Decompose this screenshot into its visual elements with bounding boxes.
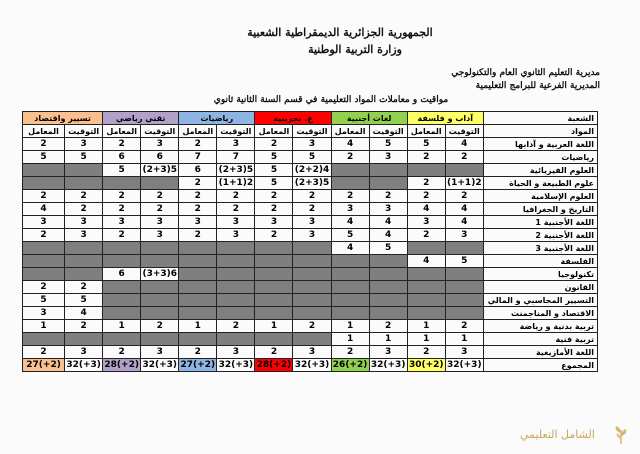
subject-cell: تربية فنية: [483, 333, 597, 346]
value-cell: [331, 268, 369, 281]
value-cell: [103, 294, 141, 307]
stream-header-cell: تقني رياضي: [103, 112, 179, 125]
table-row: [23, 216, 598, 229]
value-cell: 2: [103, 203, 141, 216]
value-cell: 2: [331, 346, 369, 359]
value-cell: 2: [141, 320, 179, 333]
value-cell: [255, 242, 293, 255]
value-cell: 2: [293, 190, 331, 203]
value-cell: [369, 294, 407, 307]
value-cell: 4(2+2): [294, 164, 330, 175]
coef-subheader-cell: المعامل: [179, 125, 217, 138]
subdirectorate-title: المديرية الفرعية للبرامج التعليمية: [475, 81, 600, 91]
value-cell: 2: [255, 138, 293, 151]
value-cell: 2: [179, 229, 217, 242]
value-cell: 3: [217, 229, 255, 242]
value-cell: 5: [293, 151, 331, 164]
value-cell: 2: [217, 203, 255, 216]
watermark-text: الشامل التعليمي: [520, 428, 595, 441]
branch-label-cell: الشعبة: [483, 112, 597, 125]
total-value-cell: 28(+2): [104, 359, 139, 370]
value-cell: 2: [217, 320, 255, 333]
table-row: [23, 294, 598, 307]
subject-cell: العلوم الإسلامية: [483, 190, 597, 203]
value-cell: [217, 268, 255, 281]
value-cell: 2: [103, 138, 141, 151]
value-cell: [103, 281, 141, 294]
value-cell: 2: [179, 177, 217, 190]
value-cell: [103, 333, 141, 346]
value-cell: 2: [65, 281, 103, 294]
hours-subheader-cell: التوقيت: [141, 125, 179, 138]
value-cell: 5: [445, 255, 483, 268]
stream-header-cell: تسيير واقتصاد: [23, 112, 103, 125]
value-cell: [445, 307, 483, 320]
table-row: [23, 281, 598, 294]
value-cell: [293, 294, 331, 307]
value-cell: 3: [293, 138, 331, 151]
value-cell: [141, 281, 179, 294]
stream-header-cell: ع. تجريبية: [255, 112, 331, 125]
value-cell: [255, 307, 293, 320]
value-cell: [293, 268, 331, 281]
value-cell: 2: [65, 190, 103, 203]
value-cell: [445, 164, 483, 177]
watermark-leaf-icon: [613, 424, 629, 444]
value-cell: [103, 307, 141, 320]
value-cell: [23, 242, 65, 255]
table-row: [23, 320, 598, 333]
value-cell: 3: [141, 216, 179, 229]
value-cell: 1: [331, 320, 369, 333]
value-cell: 3: [141, 138, 179, 151]
value-cell: [255, 268, 293, 281]
value-cell: 4: [445, 216, 483, 229]
schedule-table: [22, 111, 598, 372]
value-cell: [141, 307, 179, 320]
table-row: [23, 151, 598, 164]
value-cell: [179, 268, 217, 281]
value-cell: 3: [293, 229, 331, 242]
value-cell: 3: [141, 229, 179, 242]
value-cell: [331, 177, 369, 190]
hours-subheader-cell: التوقيت: [445, 125, 483, 138]
value-cell: 5: [65, 294, 103, 307]
value-cell: [293, 333, 331, 346]
value-cell: 2: [23, 346, 65, 359]
value-cell: [217, 281, 255, 294]
table-row: [23, 177, 598, 190]
value-cell: [23, 255, 65, 268]
value-cell: 2: [23, 281, 65, 294]
subject-cell: تربية بدنية و رياضة: [483, 320, 597, 333]
value-cell: 5: [255, 177, 293, 190]
header-row-streams: [23, 112, 598, 125]
value-cell: 2: [369, 320, 407, 333]
value-cell: [23, 164, 65, 177]
value-cell: 5: [255, 164, 293, 177]
value-cell: [331, 281, 369, 294]
value-cell: [65, 255, 103, 268]
value-cell: 3: [23, 216, 65, 229]
coef-subheader-cell: المعامل: [407, 125, 445, 138]
value-cell: 2: [179, 346, 217, 359]
value-cell: 5: [255, 151, 293, 164]
value-cell: [293, 281, 331, 294]
value-cell: 2: [407, 177, 445, 190]
value-cell: [369, 255, 407, 268]
value-cell: [293, 255, 331, 268]
value-cell: 1: [369, 333, 407, 346]
stream-header-cell: آداب و فلسفة: [407, 112, 483, 125]
value-cell: 4: [445, 138, 483, 151]
subject-cell: رياضيات: [483, 151, 597, 164]
table-row: [23, 203, 598, 216]
document-title: مواقيت و معاملات المواد التعليمية في قسم السنة الثانية ثانوي: [213, 95, 449, 105]
value-cell: [255, 333, 293, 346]
value-cell: [217, 255, 255, 268]
value-cell: 2: [65, 320, 103, 333]
value-cell: [331, 164, 369, 177]
value-cell: 4: [407, 203, 445, 216]
table-row: [23, 333, 598, 346]
value-cell: [103, 177, 141, 190]
value-cell: 3: [65, 138, 103, 151]
value-cell: 3: [369, 203, 407, 216]
subject-cell: اللغة الأجنبية 3: [483, 242, 597, 255]
value-cell: 3: [331, 203, 369, 216]
total-value-cell: 32(+3): [66, 359, 101, 370]
value-cell: [217, 307, 255, 320]
value-cell: 5(2+3): [142, 164, 178, 175]
subject-cell: القانون: [483, 281, 597, 294]
value-cell: 2: [217, 190, 255, 203]
value-cell: 4: [331, 242, 369, 255]
value-cell: 2: [407, 151, 445, 164]
total-value-cell: 32(+3): [370, 359, 406, 370]
value-cell: 5: [407, 138, 445, 151]
value-cell: 1: [255, 320, 293, 333]
value-cell: 3: [217, 346, 255, 359]
value-cell: 3: [65, 346, 103, 359]
value-cell: 5(2+3): [218, 164, 254, 175]
subject-cell: التاريخ و الجغرافيا: [483, 203, 597, 216]
value-cell: 3: [369, 346, 407, 359]
value-cell: 4: [407, 255, 445, 268]
value-cell: 2: [23, 229, 65, 242]
coef-subheader-cell: المعامل: [23, 125, 65, 138]
value-cell: [141, 294, 179, 307]
value-cell: 2: [445, 151, 483, 164]
value-cell: 1: [103, 320, 141, 333]
coef-subheader-cell: المعامل: [255, 125, 293, 138]
value-cell: [65, 177, 103, 190]
subject-cell: علوم الطبيعة و الحياة: [483, 177, 597, 190]
value-cell: 2: [293, 320, 331, 333]
value-cell: 1: [445, 333, 483, 346]
value-cell: [65, 268, 103, 281]
value-cell: 5: [331, 229, 369, 242]
subject-cell: العلوم الفيزيائية: [483, 164, 597, 177]
value-cell: [445, 281, 483, 294]
value-cell: 3: [65, 229, 103, 242]
hours-subheader-cell: التوقيت: [217, 125, 255, 138]
value-cell: 3: [369, 151, 407, 164]
value-cell: 5: [23, 151, 65, 164]
value-cell: 2: [445, 320, 483, 333]
value-cell: [23, 268, 65, 281]
value-cell: [445, 268, 483, 281]
value-cell: 6: [141, 151, 179, 164]
value-cell: [407, 281, 445, 294]
value-cell: [23, 333, 65, 346]
value-cell: [65, 333, 103, 346]
value-cell: 2: [293, 203, 331, 216]
value-cell: 2: [407, 190, 445, 203]
total-value-cell: 32(+3): [294, 359, 330, 370]
value-cell: [331, 307, 369, 320]
table-row: [23, 242, 598, 255]
value-cell: 2: [179, 138, 217, 151]
value-cell: [179, 307, 217, 320]
value-cell: 2: [103, 346, 141, 359]
value-cell: [217, 333, 255, 346]
subject-cell: اللغة الأجنبية 2: [483, 229, 597, 242]
value-cell: [445, 294, 483, 307]
subject-cell: اللغة الأمازيغية: [483, 346, 597, 359]
value-cell: [179, 294, 217, 307]
value-cell: [141, 333, 179, 346]
total-value-cell: 30(+2): [408, 359, 444, 370]
value-cell: 5: [369, 138, 407, 151]
value-cell: 6: [103, 268, 141, 281]
stream-header-cell: لغات أجنبية: [331, 112, 407, 125]
value-cell: 1: [407, 320, 445, 333]
value-cell: 2: [407, 346, 445, 359]
value-cell: [369, 268, 407, 281]
value-cell: 5: [65, 151, 103, 164]
value-cell: [331, 255, 369, 268]
value-cell: 3: [103, 216, 141, 229]
table-row: [23, 138, 598, 151]
value-cell: [255, 294, 293, 307]
value-cell: 2: [65, 203, 103, 216]
republic-title: الجمهورية الجزائرية الديمقراطية الشعبية: [247, 26, 433, 39]
value-cell: [293, 242, 331, 255]
hours-subheader-cell: التوقيت: [65, 125, 103, 138]
subject-cell: الفلسفة: [483, 255, 597, 268]
value-cell: [369, 281, 407, 294]
value-cell: [141, 177, 179, 190]
value-cell: [217, 242, 255, 255]
value-cell: 3: [141, 346, 179, 359]
total-value-cell: 27(+2): [180, 359, 216, 370]
value-cell: 7: [217, 151, 255, 164]
subject-cell: تكنولوجيا: [483, 268, 597, 281]
value-cell: 3: [293, 346, 331, 359]
value-cell: 3: [217, 216, 255, 229]
table-row: [23, 346, 598, 359]
stream-header-cell: رياضيات: [179, 112, 255, 125]
total-value-cell: 32(+3): [447, 359, 482, 370]
value-cell: 6: [103, 151, 141, 164]
coef-subheader-cell: المعامل: [331, 125, 369, 138]
value-cell: [407, 307, 445, 320]
hours-subheader-cell: التوقيت: [369, 125, 407, 138]
value-cell: [255, 255, 293, 268]
value-cell: 6(3+3): [142, 268, 178, 279]
value-cell: 2: [255, 229, 293, 242]
value-cell: 5(2+3): [294, 177, 330, 188]
total-row: [23, 359, 598, 372]
value-cell: 4: [369, 216, 407, 229]
value-cell: [217, 294, 255, 307]
value-cell: 5: [369, 242, 407, 255]
value-cell: 1: [179, 320, 217, 333]
value-cell: 4: [369, 229, 407, 242]
value-cell: [141, 255, 179, 268]
ministry-title: وزارة التربية الوطنية: [308, 43, 402, 56]
value-cell: 3: [217, 138, 255, 151]
total-value-cell: 26(+2): [332, 359, 368, 370]
value-cell: [65, 242, 103, 255]
value-cell: 1: [331, 333, 369, 346]
value-cell: 3: [445, 229, 483, 242]
value-cell: [179, 333, 217, 346]
value-cell: 3: [445, 346, 483, 359]
value-cell: [407, 294, 445, 307]
value-cell: [65, 164, 103, 177]
value-cell: 2: [141, 203, 179, 216]
value-cell: 5: [23, 294, 65, 307]
value-cell: 4: [331, 138, 369, 151]
value-cell: 5: [103, 164, 141, 177]
value-cell: 2: [141, 190, 179, 203]
value-cell: 4: [65, 307, 103, 320]
value-cell: [179, 281, 217, 294]
value-cell: 4: [445, 203, 483, 216]
table-row: [23, 164, 598, 177]
value-cell: 4: [331, 216, 369, 229]
total-value-cell: 32(+3): [218, 359, 254, 370]
subject-cell: اللغة العربية و آدابها: [483, 138, 597, 151]
value-cell: 2: [407, 229, 445, 242]
value-cell: [369, 307, 407, 320]
value-cell: [103, 255, 141, 268]
value-cell: [103, 242, 141, 255]
total-label-cell: المجموع: [483, 359, 597, 372]
value-cell: [179, 242, 217, 255]
value-cell: [293, 307, 331, 320]
value-cell: [369, 164, 407, 177]
table-row: [23, 268, 598, 281]
table-row: [23, 255, 598, 268]
value-cell: [331, 294, 369, 307]
value-cell: [407, 242, 445, 255]
value-cell: [407, 164, 445, 177]
value-cell: [445, 242, 483, 255]
value-cell: 2: [255, 346, 293, 359]
table-row: [23, 307, 598, 320]
value-cell: [369, 177, 407, 190]
subject-cell: التسيير المحاسبي و المالي: [483, 294, 597, 307]
value-cell: 3: [179, 216, 217, 229]
value-cell: 6: [179, 164, 217, 177]
value-cell: 1: [23, 320, 65, 333]
value-cell: 3: [407, 216, 445, 229]
value-cell: 2: [23, 138, 65, 151]
value-cell: [179, 255, 217, 268]
value-cell: 2: [179, 190, 217, 203]
value-cell: 2: [179, 203, 217, 216]
value-cell: 3: [293, 216, 331, 229]
table-row: [23, 229, 598, 242]
total-value-cell: 32(+3): [142, 359, 178, 370]
value-cell: 1: [407, 333, 445, 346]
value-cell: 4: [23, 203, 65, 216]
subject-cell: الاقتصاد و المناجمنت: [483, 307, 597, 320]
value-cell: 2: [331, 151, 369, 164]
value-cell: [23, 177, 65, 190]
value-cell: [255, 281, 293, 294]
value-cell: 3: [65, 216, 103, 229]
value-cell: 3: [23, 307, 65, 320]
directorate-title: مديرية التعليم الثانوي العام والتكنولوجي: [451, 68, 600, 78]
value-cell: 7: [179, 151, 217, 164]
value-cell: 2: [255, 190, 293, 203]
value-cell: 2: [103, 229, 141, 242]
total-value-cell: 27(+2): [23, 359, 65, 372]
value-cell: 3: [255, 216, 293, 229]
value-cell: 2: [23, 190, 65, 203]
subject-cell: اللغة الأجنبية 1: [483, 216, 597, 229]
hours-subheader-cell: التوقيت: [293, 125, 331, 138]
subject-label-cell: المواد: [483, 125, 597, 138]
value-cell: 2: [103, 190, 141, 203]
value-cell: 2: [255, 203, 293, 216]
value-cell: 2: [331, 190, 369, 203]
value-cell: 2(1+1): [218, 177, 254, 188]
coef-subheader-cell: المعامل: [103, 125, 141, 138]
header-row-sub: [23, 125, 598, 138]
table-row: [23, 190, 598, 203]
value-cell: 2: [445, 190, 483, 203]
value-cell: [407, 268, 445, 281]
value-cell: 2(1+1): [446, 177, 482, 188]
value-cell: [141, 242, 179, 255]
value-cell: 2: [369, 190, 407, 203]
total-value-cell: 28(+2): [256, 359, 292, 370]
